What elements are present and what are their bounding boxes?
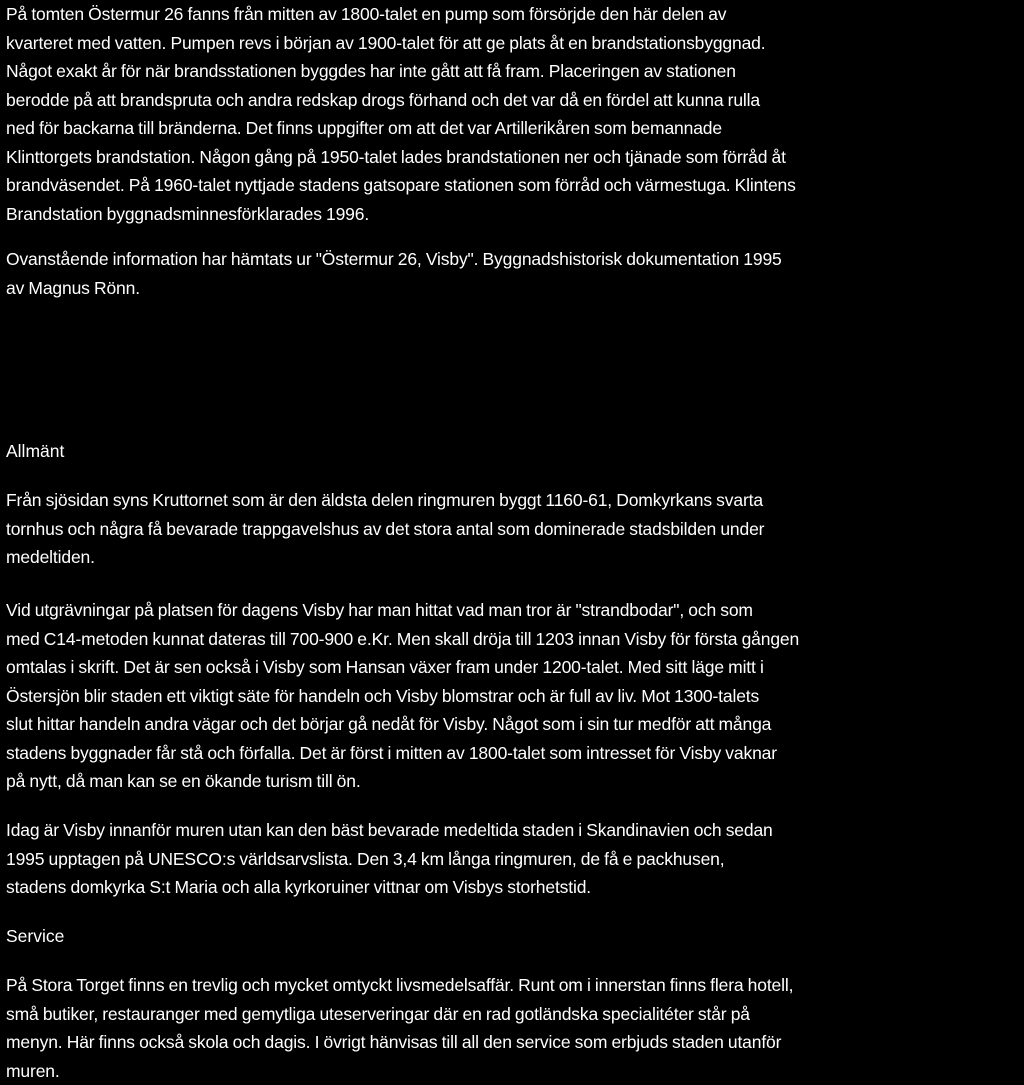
text-line: Från sjösidan syns Kruttornet som är den äldsta delen ringmuren byggt 1160-61, Domkyrkans svarta bbox=[6, 486, 1022, 515]
paragraph-service bbox=[6, 971, 1022, 1085]
text-line: muren. bbox=[6, 1057, 1022, 1085]
text-line: tornhus och några få bevarade trappgavelshus av det stora antal som dominerade stadsbilden under bbox=[6, 515, 1022, 544]
text-line: kvarteret med vatten. Pumpen revs i början av 1900-talet för att ge plats åt en brandstationsbyggnad. bbox=[6, 29, 1022, 58]
text-line: brandväsendet. På 1960-talet nyttjade stadens gatsopare stationen som förråd och värmestuga. Klintens bbox=[6, 171, 1022, 200]
paragraph-source-note bbox=[6, 245, 1022, 302]
text-line: ned för backarna till bränderna. Det finns uppgifter om att det var Artillerikåren som bemannade bbox=[6, 114, 1022, 143]
text-line: På tomten Östermur 26 fanns från mitten av 1800-talet en pump som försörjde den här delen av bbox=[6, 0, 1022, 29]
text-line: Vid utgrävningar på platsen för dagens Visby har man hittat vad man tror är "strandbodar", och som bbox=[6, 596, 1022, 625]
text-line: omtalas i skrift. Det är sen också i Visby som Hansan växer fram under 1200-talet. Med sitt läge mitt i bbox=[6, 653, 1022, 682]
text-line: Östersjön blir staden ett viktigt säte för handeln och Visby blomstrar och är full av liv. Mot 1300-talets bbox=[6, 682, 1022, 711]
text-line: av Magnus Rönn. bbox=[6, 274, 1022, 303]
text-line: stadens domkyrka S:t Maria och alla kyrkoruiner vittnar om Visbys storhetstid. bbox=[6, 873, 1022, 902]
section-heading-service: Service bbox=[6, 922, 64, 951]
text-line: stadens byggnader får stå och förfalla. Det är först i mitten av 1800-talet som intresset för Visby vaknar bbox=[6, 739, 1022, 768]
text-line: med C14-metoden kunnat dateras till 700-900 e.Kr. Men skall dröja till 1203 innan Visby för första gången bbox=[6, 625, 1022, 654]
text-line: Brandstation byggnadsminnesförklarades 1996. bbox=[6, 200, 1022, 229]
text-line: Idag är Visby innanför muren utan kan den bäst bevarade medeltida staden i Skandinavien och sedan bbox=[6, 816, 1022, 845]
text-line: 1995 upptagen på UNESCO:s världsarvslista. Den 3,4 km långa ringmuren, de få e packhusen, bbox=[6, 845, 1022, 874]
text-line: Ovanstående information har hämtats ur "Östermur 26, Visby". Byggnadshistorisk dokumentation 1995 bbox=[6, 245, 1022, 274]
text-line: menyn. Här finns också skola och dagis. I övrigt hänvisas till all den service som erbjuds staden utanför bbox=[6, 1028, 1022, 1057]
text-line: Något exakt år för när brandsstationen byggdes har inte gått att få fram. Placeringen av stationen bbox=[6, 57, 1022, 86]
paragraph-pump-history bbox=[6, 0, 1022, 228]
text-line: berodde på att brandspruta och andra redskap drogs förhand och det var då en fördel att kunna rulla bbox=[6, 86, 1022, 115]
text-line: medeltiden. bbox=[6, 543, 1022, 572]
text-line: På Stora Torget finns en trevlig och mycket omtyckt livsmedelsaffär. Runt om i innerstan finns flera hotell, bbox=[6, 971, 1022, 1000]
paragraph-kruttornet bbox=[6, 486, 1022, 572]
text-line: små butiker, restauranger med gemytliga uteserveringar där en rad gotländska specialitéter står på bbox=[6, 1000, 1022, 1029]
text-line: slut hittar handeln andra vägar och det börjar gå nedåt för Visby. Något som i sin tur medför att många bbox=[6, 710, 1022, 739]
section-heading-allmant: Allmänt bbox=[6, 437, 64, 466]
text-line: på nytt, då man kan se en ökande turism till ön. bbox=[6, 767, 1022, 796]
paragraph-visby-history bbox=[6, 596, 1022, 796]
text-line: Klinttorgets brandstation. Någon gång på 1950-talet lades brandstationen ner och tjänade som förråd åt bbox=[6, 143, 1022, 172]
paragraph-visby-today bbox=[6, 816, 1022, 902]
